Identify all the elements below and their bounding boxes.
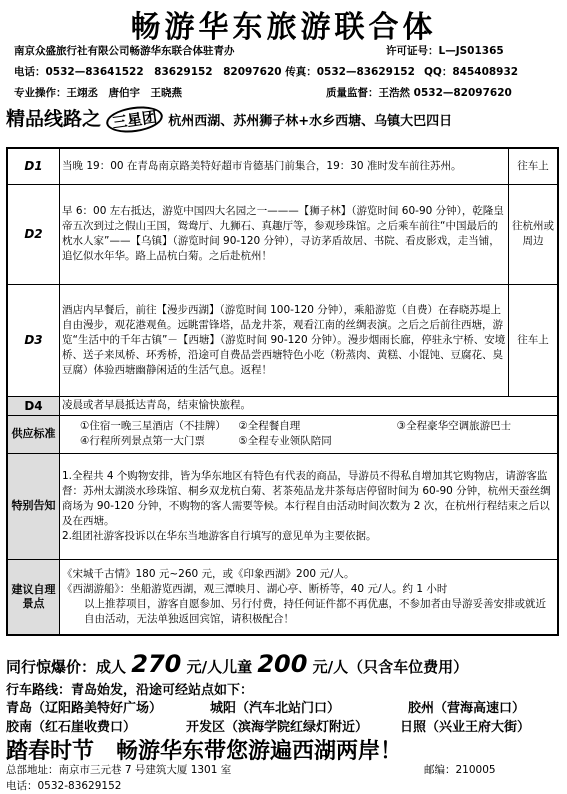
day-description: 早 6：00 左右抵达，游览中国四大名园之一———【狮子林】（游览时间 60-90 分钟），乾隆皇帝五次到过之假山王国，鸳鸯厅、九狮石、真趣厅等，参观珍珠馆。之后乘车前往“中国最后的枕水人家”——【乌镇】（游览时间 90-120 分钟），寻访茅盾故居、书院、看皮影戏，走当铺，追忆似水年华。路上品杭白菊。之后赴杭州！ <box>60 184 509 284</box>
slogan: 踏春时节 畅游华东带您游遍西湖两岸！ <box>6 738 403 764</box>
table-row <box>7 396 558 415</box>
contact-phone: 电话：0532—83641522 83629152 82097620 传真：0532—83629152 <box>14 66 415 78</box>
supply-item: ①住宿一晚三星酒店（不挂牌） <box>80 420 226 432</box>
lodging: 往车上 <box>509 148 559 184</box>
route-stop: 城阳（汽车北站门口） <box>210 701 341 716</box>
supply-label: 供应标准 <box>7 415 60 453</box>
suggest-line: 《宋城千古情》180 元~260 元，或《印象西湖》200 元/人。 <box>62 567 355 580</box>
notice-paragraph: 2.组团社游客投诉以在华东当地游客自行填写的意见单为主要依据。 <box>62 529 377 542</box>
supply-item: ②全程餐自理 <box>238 420 301 432</box>
route-stop: 胶南（红石崖收费口） <box>6 720 137 735</box>
day-description: 凌晨或者早晨抵达青岛，结束愉快旅程。 <box>60 396 559 415</box>
footer-postcode: 邮编：210005 <box>424 764 496 776</box>
license-number: 许可证号：L—JS01365 <box>386 45 504 57</box>
footer-phone: 电话：0532-83629152 <box>6 780 122 792</box>
company-name: 南京众盛旅行社有限公司畅游华东联合体驻青办 <box>14 45 235 57</box>
notice-content <box>60 453 559 559</box>
lodging: 往杭州或周边 <box>509 184 559 284</box>
day-label: D2 <box>7 184 60 284</box>
banner-route: 杭州西湖、苏州狮子林+水乡西塘、乌镇大巴四日 <box>168 114 453 129</box>
supply-item: ③全程豪华空调旅游巴士 <box>396 420 512 432</box>
adult-price: 270 <box>131 650 182 678</box>
route-stop: 胶州（营海高速口） <box>408 701 526 716</box>
route-stop: 青岛（辽阳路美特好广场） <box>6 701 163 716</box>
route-stop: 开发区（滨海学院红绿灯附近） <box>186 720 369 735</box>
table-row <box>7 415 558 453</box>
three-star-stamp: 三星团 <box>105 103 165 136</box>
day-description: 酒店内早餐后，前往【漫步西湖】（游览时间 100-120 分钟），乘船游览（自费）在春晓苏堤上自由漫步，观花港观鱼。远眺雷锋塔，品龙井茶，观看江南的丝绸表演。之后之后前往西塘，游览“生活中的千年古镇”－【西塘】（游览时间 90-120 分钟）。漫步烟雨长廊，停驻永宁桥、安境桥、送子来凤桥、环秀桥，沿途可自费品尝西塘特色小吃（粉蒸肉、黄糕、小馄饨、豆腐花、臭豆腐）体验西塘幽静闲适的生活气息。返程！ <box>60 284 509 396</box>
child-price: 200 <box>257 650 308 678</box>
notice-paragraph: 1.全程共 4 个购物安排，皆为华东地区有特色有代表的商品，导游员不得私自增加其它购物店，请游客监督：苏州太湖淡水珍珠馆、桐乡双龙杭白菊、茗茶苑品龙井茶每店停留时间为 60-90 分钟，杭州天蚕丝绸商场为 90-120 分钟，不购物的客人需要等候。本行程自由活动时间次数为 2 次，在杭州行程结束之后以及在西塘。 <box>62 469 551 527</box>
price-label: 同行惊爆价：成人 <box>6 658 127 676</box>
day-label: D1 <box>7 148 60 184</box>
table-row <box>7 148 558 184</box>
footer-address: 总部地址：南京市三元巷 7 号建筑大厦 1301 室 <box>6 764 232 776</box>
suggest-label: 建议自理景点 <box>7 559 60 635</box>
contact-qq: QQ：845408932 <box>424 66 519 78</box>
table-row <box>7 559 558 635</box>
banner-prefix: 精品线路之 <box>6 108 102 130</box>
price-line <box>6 650 468 678</box>
route-stop: 日照（兴业王府大街） <box>400 720 531 735</box>
suggest-content <box>60 559 559 635</box>
table-row <box>7 184 558 284</box>
price-unit: 元/人（只含车位费用） <box>312 658 469 676</box>
price-unit: 元/人儿童 <box>186 658 253 676</box>
suggest-line: 《西湖游船》：坐船游览西湖，观三潭映月、湖心亭、断桥等，40 元/人。约 1 小时 <box>62 582 448 595</box>
notice-label: 特别告知 <box>7 453 60 559</box>
quality-supervisor: 质量监督：王浩然 0532—82097620 <box>326 87 512 99</box>
route-title: 行车路线：青岛始发，沿途可经站点如下： <box>6 683 254 698</box>
route-banner <box>6 104 452 132</box>
page-title: 畅游华东旅游联合体 <box>130 10 437 45</box>
day-label: D3 <box>7 284 60 396</box>
itinerary-table <box>6 147 559 636</box>
staff-list: 专业操作：王翊丞 唐伯宇 王晓燕 <box>14 87 182 99</box>
supply-item: ⑤全程专业领队陪同 <box>238 435 332 447</box>
lodging: 往车上 <box>509 284 559 396</box>
table-row <box>7 284 558 396</box>
supply-item: ④行程所列景点第一大门票 <box>80 435 205 447</box>
supply-items <box>60 415 559 453</box>
day-description: 当晚 19：00 在青岛南京路美特好超市肯德基门前集合，19：30 准时发车前往苏州。 <box>60 148 509 184</box>
table-row <box>7 453 558 559</box>
day-label: D4 <box>7 396 60 415</box>
suggest-line: 以上推荐项目，游客自愿参加、另行付费，持任何证件都不再优惠，不参加者由导游妥善安排或就近自由活动，无法单独返回宾馆，请积极配合！ <box>84 597 546 625</box>
